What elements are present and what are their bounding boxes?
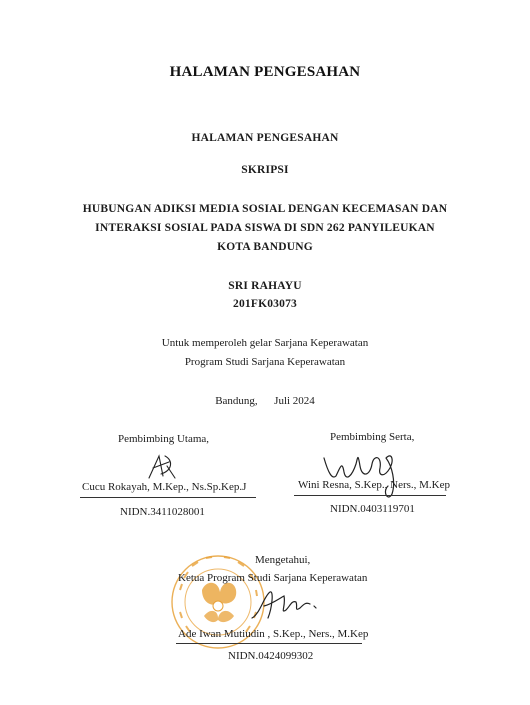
approval-name: Ade Iwan Mutiudin , S.Kep., Ners., M.Kep: [178, 628, 369, 640]
approval-role: Ketua Program Studi Sarjana Keperawatan: [178, 572, 368, 584]
thesis-title-line-1: HUBUNGAN ADIKSI MEDIA SOSIAL DENGAN KECEMASAN DAN: [82, 203, 448, 215]
student-id: 201FK03073: [233, 298, 297, 310]
secondary-supervisor-name: Wini Resna, S.Kep., Ners., M.Kep: [298, 479, 451, 491]
primary-supervisor-nidn: NIDN.3411028001: [120, 506, 205, 518]
document-type: SKRIPSI: [241, 164, 289, 176]
purpose-line-2: Program Studi Sarjana Keperawatan: [184, 356, 346, 368]
primary-supervisor-name: Cucu Rokayah, M.Kep., Ns.Sp.Kep.J: [82, 481, 247, 493]
author-name: SRI RAHAYU: [228, 280, 302, 292]
secondary-signature-line: [294, 495, 446, 496]
secondary-supervisor-role: Pembimbing Serta,: [330, 431, 415, 443]
thesis-title-line-3: KOTA BANDUNG: [217, 241, 313, 253]
page-title: HALAMAN PENGESAHAN: [169, 64, 361, 80]
secondary-supervisor-nidn: NIDN.0403119701: [330, 503, 415, 515]
approval-signature-line: [176, 643, 362, 644]
purpose-line-1: Untuk memperoleh gelar Sarjana Keperawatan: [161, 337, 369, 349]
primary-signature-icon: [145, 452, 179, 482]
sheet-heading: HALAMAN PENGESAHAN: [191, 132, 339, 144]
place-date: Bandung, Juli 2024: [215, 395, 315, 407]
primary-signature-line: [80, 497, 256, 498]
approval-label: Mengetahui,: [255, 554, 311, 566]
approval-nidn: NIDN.0424099302: [228, 650, 314, 662]
primary-supervisor-role: Pembimbing Utama,: [118, 433, 210, 445]
approval-signature-icon: [250, 588, 322, 624]
thesis-title-line-2: INTERAKSI SOSIAL PADA SISWA DI SDN 262 PANYILEUKAN: [95, 222, 435, 234]
